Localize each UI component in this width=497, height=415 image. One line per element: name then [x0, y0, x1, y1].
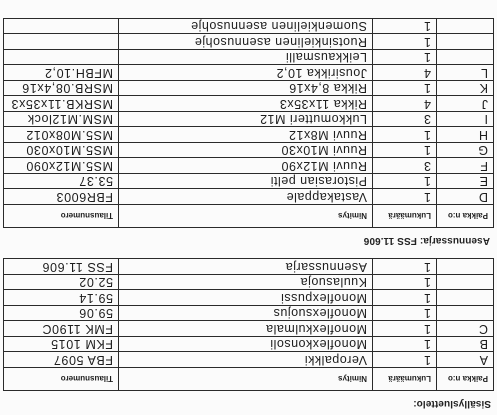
order-number-cell: MSRB.08,4x16	[4, 81, 119, 97]
table-row	[4, 96, 494, 112]
quantity-cell: 1	[373, 19, 437, 35]
order-number-cell	[4, 34, 119, 50]
kit-table	[3, 18, 494, 228]
position-cell: B	[437, 337, 494, 353]
quantity-cell: 1	[373, 143, 437, 159]
position-cell: L	[437, 65, 494, 81]
quantity-cell: 1	[373, 174, 437, 190]
name-cell: Rikka 11x35x3	[119, 96, 373, 112]
order-number-cell	[4, 19, 119, 35]
table-row	[4, 81, 494, 97]
header-name: Nimitys	[119, 368, 373, 391]
header-quantity: Lukumäärä	[373, 368, 437, 391]
quantity-cell: 1	[373, 259, 437, 275]
order-number-cell: FKM 1015	[4, 337, 119, 353]
kit-title: Asennussarja: FSS 11.606	[363, 235, 490, 246]
name-cell: Monoflexkulmala	[119, 321, 373, 337]
position-cell: F	[437, 158, 494, 174]
name-cell: Monoflexsuojus	[119, 306, 373, 322]
position-cell: E	[437, 174, 494, 190]
position-cell: K	[437, 81, 494, 97]
quantity-cell: 1	[373, 337, 437, 353]
quantity-cell: 3	[373, 158, 437, 174]
header-order-number: Tilausnumero	[4, 205, 119, 228]
order-number-cell: 59.14	[4, 290, 119, 306]
table-row	[4, 290, 494, 306]
table-row	[4, 158, 494, 174]
name-cell: Leikkausmalli	[119, 50, 373, 66]
table-row	[4, 189, 494, 205]
order-number-cell	[4, 50, 119, 66]
name-cell: Jousirikka 10,2	[119, 65, 373, 81]
order-number-cell: MS5.M10x030	[4, 143, 119, 159]
name-cell: Vastakappale	[119, 189, 373, 205]
position-cell	[437, 306, 494, 322]
position-cell	[437, 19, 494, 35]
position-cell	[437, 275, 494, 291]
quantity-cell: 1	[373, 127, 437, 143]
quantity-cell: 4	[373, 65, 437, 81]
order-number-cell: 52.02	[4, 275, 119, 291]
position-cell: A	[437, 352, 494, 368]
quantity-cell: 3	[373, 112, 437, 128]
position-cell: C	[437, 321, 494, 337]
header-position: Paikka n:o	[437, 368, 494, 391]
header-order-number: Tilausnumero	[4, 368, 119, 391]
quantity-cell: 1	[373, 275, 437, 291]
order-number-cell: MS5.M12x090	[4, 158, 119, 174]
name-cell: Asennussarja	[119, 259, 373, 275]
order-number-cell: 59.06	[4, 306, 119, 322]
order-number-cell: MSRKB.11x35x3	[4, 96, 119, 112]
position-cell: H	[437, 127, 494, 143]
table-row	[4, 174, 494, 190]
table-row	[4, 306, 494, 322]
position-cell: J	[437, 96, 494, 112]
quantity-cell: 1	[373, 50, 437, 66]
header-quantity: Lukumäärä	[373, 205, 437, 228]
contents-title: Sisällysluettelo:	[413, 398, 491, 409]
quantity-cell: 1	[373, 290, 437, 306]
table-row	[4, 34, 494, 50]
name-cell: Kuulasuoja	[119, 275, 373, 291]
name-cell: Suomenkielinen asennusohje	[119, 19, 373, 35]
quantity-cell: 1	[373, 34, 437, 50]
table-row	[4, 127, 494, 143]
name-cell: Ruuvi M10x30	[119, 143, 373, 159]
order-number-cell: MFBH.10,2	[4, 65, 119, 81]
order-number-cell: FBR6003	[4, 189, 119, 205]
quantity-cell: 1	[373, 81, 437, 97]
quantity-cell: 1	[373, 321, 437, 337]
position-cell	[437, 290, 494, 306]
name-cell: Ruuvi M12x90	[119, 158, 373, 174]
contents-header-row	[4, 368, 494, 391]
table-row	[4, 112, 494, 128]
order-number-cell: MSM.M12lock	[4, 112, 119, 128]
position-cell	[437, 50, 494, 66]
name-cell: Ruotsinkielinen asennusohje	[119, 34, 373, 50]
name-cell: Lukkomutteri M12	[119, 112, 373, 128]
header-position: Paikka n:o	[437, 205, 494, 228]
contents-table	[3, 259, 494, 392]
table-row	[4, 337, 494, 353]
position-cell: D	[437, 189, 494, 205]
position-cell: G	[437, 143, 494, 159]
contents-rows	[4, 259, 494, 368]
quantity-cell: 1	[373, 352, 437, 368]
quantity-cell: 1	[373, 306, 437, 322]
quantity-cell: 1	[373, 189, 437, 205]
position-cell: I	[437, 112, 494, 128]
name-cell: Veropalkki	[119, 352, 373, 368]
name-cell: Monoflexpussi	[119, 290, 373, 306]
order-number-cell: 53.37	[4, 174, 119, 190]
name-cell: Ruuvi M8x12	[119, 127, 373, 143]
name-cell: Pistorasian pelti	[119, 174, 373, 190]
header-name: Nimitys	[119, 205, 373, 228]
order-number-cell: FBA 5097	[4, 352, 119, 368]
name-cell: Monoflexkonsoli	[119, 337, 373, 353]
table-row	[4, 19, 494, 35]
quantity-cell: 4	[373, 96, 437, 112]
order-number-cell: FMK 1190C	[4, 321, 119, 337]
kit-rows	[4, 19, 494, 205]
table-row	[4, 143, 494, 159]
order-number-cell: FSS 11.606	[4, 259, 119, 275]
position-cell	[437, 259, 494, 275]
table-row	[4, 352, 494, 368]
table-row	[4, 50, 494, 66]
table-row	[4, 321, 494, 337]
table-row	[4, 275, 494, 291]
name-cell: Rikka 8,4x16	[119, 81, 373, 97]
kit-header-row	[4, 205, 494, 228]
order-number-cell: MS5.M08x012	[4, 127, 119, 143]
position-cell	[437, 34, 494, 50]
table-row	[4, 65, 494, 81]
table-row	[4, 259, 494, 275]
